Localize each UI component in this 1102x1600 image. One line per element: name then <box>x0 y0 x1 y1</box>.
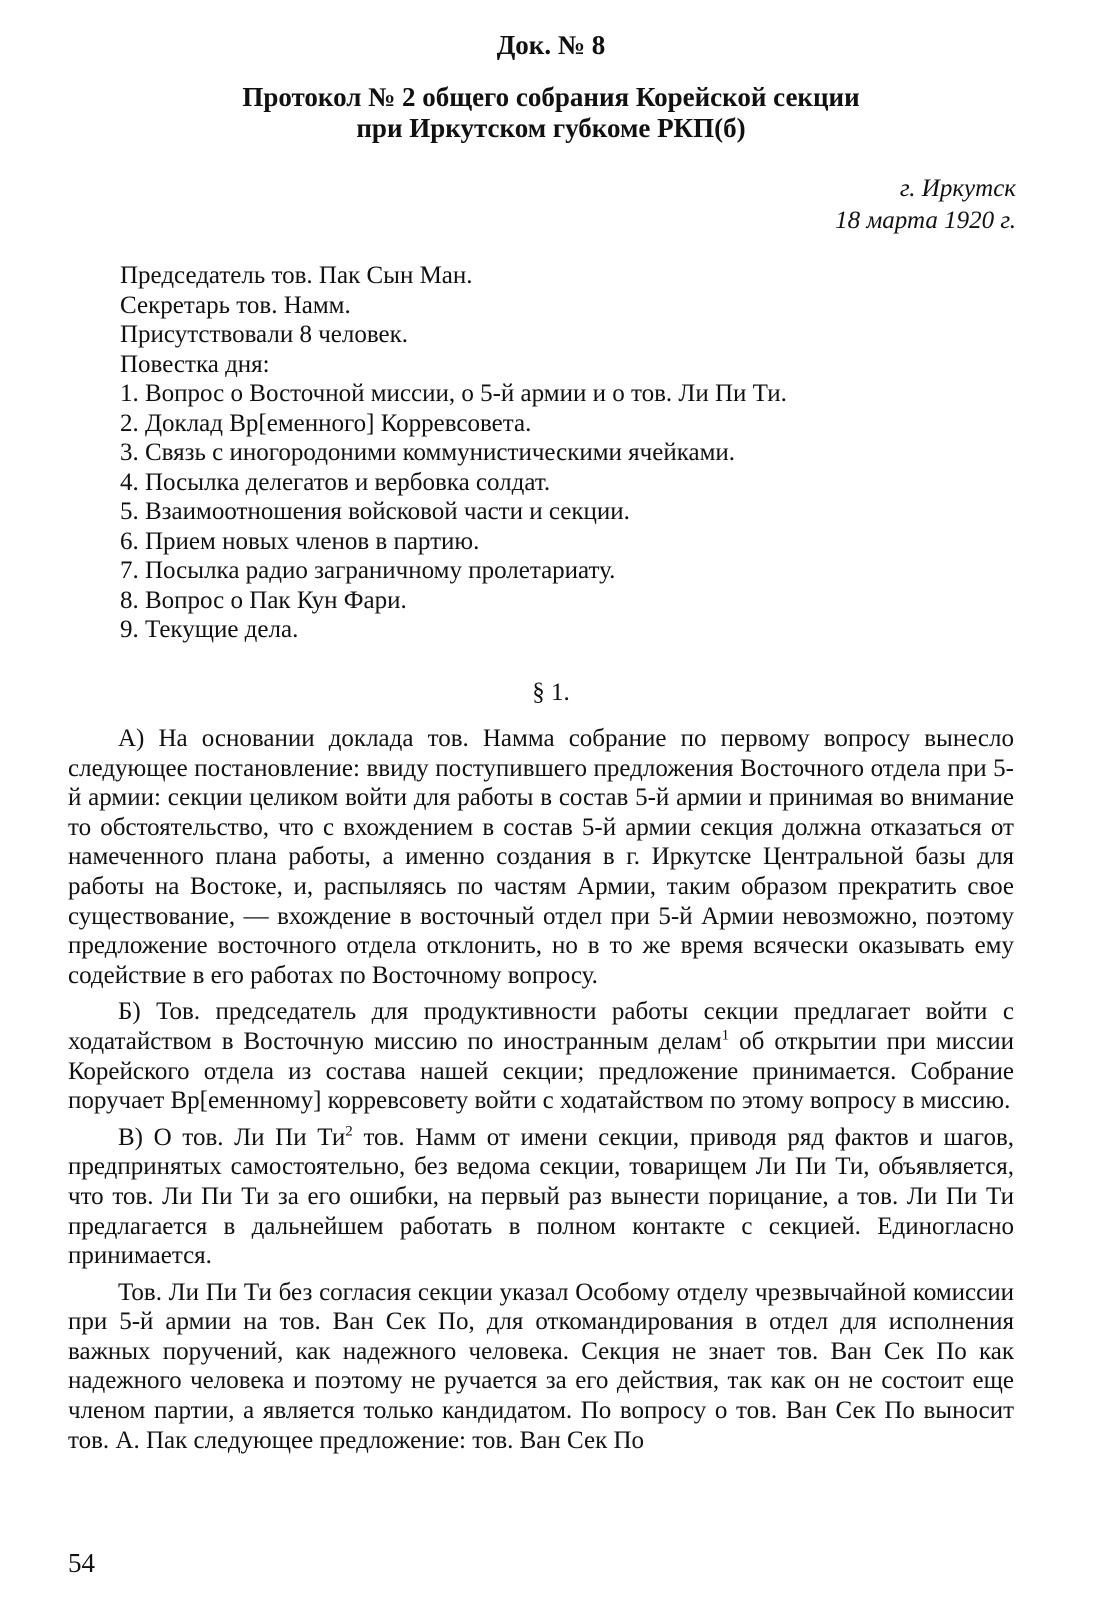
footnote-ref-2: 2 <box>345 1123 353 1140</box>
agenda-item: 1. Вопрос о Восточной миссии, о 5-й армии и о тов. Ли Пи Ти. <box>120 380 787 407</box>
agenda-item: 5. Взаимоотношения войсковой части и секции. <box>120 498 630 525</box>
agenda-item: 6. Прием новых членов в партию. <box>120 527 480 555</box>
paragraph-g: Тов. Ли Пи Ти без согласия секции указал Особому отделу чрезвычайной комиссии при 5-й армии на тов. Ван Сек По, для откомандирования в отдел для исполнения важных поручений, как надежного человека. Секция не знает тов. Ван Сек По как надежного человека и поэтому не ручается за его действия, так как он не состоит еще членом партии, а является только кандидатом. По вопросу о тов. Ван Сек По выносит тов. А. Пак следующее предложение: тов. Ван Сек По <box>68 1278 1014 1454</box>
agenda-item: 3. Связь с иногородоними коммунистическими ячейками. <box>120 439 736 466</box>
body-text <box>68 724 1014 1462</box>
agenda-label: Повестка дня: <box>120 350 270 378</box>
meeting-meta <box>120 261 787 645</box>
agenda-item: 8. Вопрос о Пак Кун Фари. <box>120 586 407 614</box>
document-number: Док. № 8 <box>496 30 606 60</box>
section-heading: § 1. <box>532 679 570 706</box>
place: г. Иркутск <box>899 175 1016 202</box>
chairman-line: Председатель тов. Пак Сын Ман. <box>120 262 473 289</box>
footnote-ref-1: 1 <box>721 1027 730 1044</box>
paragraph-v-text-cont: тов. Намм от имени секции, приводя ряд фактов и шагов, предпринятых самостоятельно, без ведома секции, товарищем Ли Пи Ти, объявляется, что тов. Ли Пи Ти за его ошибки, на первый раз вынести порицание, а тов. Ли Пи Ти предлагается в дальнейшем работать в полном контакте с секцией. Единогласно принимается. <box>68 1123 1014 1270</box>
paragraph-b-text: Б) Тов. председатель для продуктивности работы секции предлагает войти с ходатайством в Восточную миссию по иностранным делам <box>68 998 1014 1055</box>
agenda-list <box>120 379 787 645</box>
paragraph-b <box>68 997 1014 1115</box>
place-date <box>835 173 1016 237</box>
title-line-2: при Иркутском губкоме РКП(б) <box>356 113 746 143</box>
present-line: Присутствовали 8 человек. <box>120 321 409 348</box>
secretary-line: Секретарь тов. Намм. <box>120 291 351 319</box>
date: 18 марта 1920 г. <box>835 207 1016 234</box>
paragraph-a: А) На основании доклада тов. Намма собрание по первому вопросу вынесло следующее постановление: ввиду поступившего предложения Восточного отдела при 5-й армии: секции целиком войти для работы в состав 5-й армии и принимая во внимание то обстоятельство, что с вхождением в состав 5-й армии секция должна отказаться от намеченного плана работы, а именно создания в г. Иркутске Центральной базы для работы на Востоке, и, распыляясь по частям Армии, таким образом прекратить свое существование, — вхождение в восточный отдел при 5-й Армии невозможно, поэтому предложение восточного отдела отклонить, но в то же время всячески оказывать ему содействие в его работах по Восточному вопросу. <box>68 725 1014 989</box>
paragraph-v-text: В) О тов. Ли Пи Ти <box>118 1123 346 1151</box>
page-number: 54 <box>68 1548 95 1578</box>
agenda-item: 7. Посылка радио заграничному пролетариату. <box>120 557 616 584</box>
agenda-item: 9. Текущие дела. <box>120 616 299 643</box>
paragraph-b-text-cont: об открытии при миссии Корейского отдела из состава нашей секции; предложение принимается. Собрание поручает Вр[еменному] корревсовету войти с ходатайством по этому вопросу в миссию. <box>68 1027 1014 1115</box>
agenda-item: 2. Доклад Вр[еменного] Корревсовета. <box>120 409 532 437</box>
title-line-1: Протокол № 2 общего собрания Корейской секции <box>242 82 860 112</box>
paragraph-v <box>68 1123 1014 1271</box>
document-title <box>0 82 1102 144</box>
agenda-item: 4. Посылка делегатов и вербовка солдат. <box>120 468 551 496</box>
